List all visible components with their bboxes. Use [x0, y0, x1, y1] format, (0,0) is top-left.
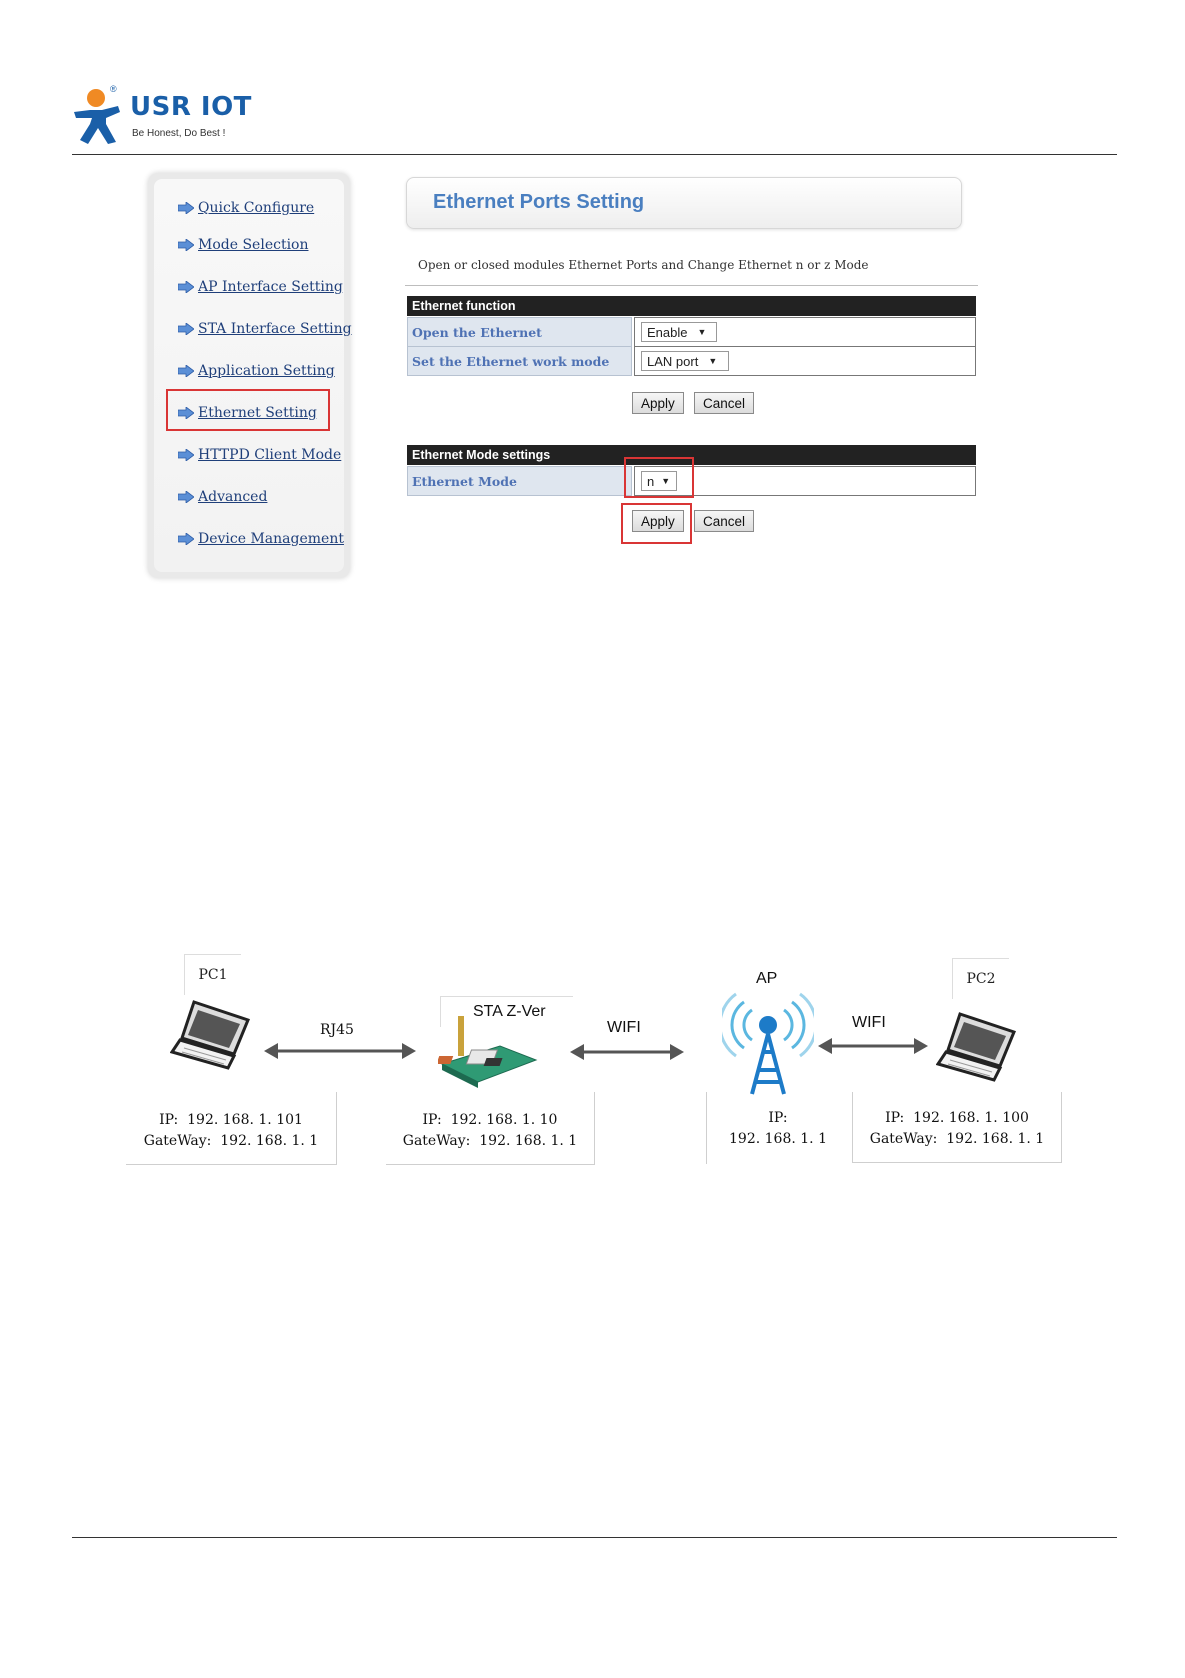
laptop-icon	[170, 998, 254, 1072]
wifi-label-1: WIFI	[607, 1019, 641, 1036]
apply-button-function[interactable]: Apply	[632, 392, 684, 414]
cancel-button-mode[interactable]: Cancel	[694, 510, 754, 532]
sta-ip: IP: 192. 168. 1. 10	[422, 1112, 558, 1128]
brand-tagline: Be Honest, Do Best !	[132, 128, 226, 139]
section-heading: Ethernet Mode settings	[407, 445, 976, 465]
pc1-info-box	[126, 1092, 337, 1165]
chevron-down-icon: ▼	[661, 476, 671, 486]
ap-ip-label: IP:	[768, 1110, 788, 1126]
select-value: LAN port	[647, 353, 699, 369]
ethernet-work-mode-label: Set the Ethernet work mode	[407, 346, 632, 376]
ap-info-box	[706, 1092, 849, 1164]
sta-info-box	[386, 1092, 595, 1165]
cancel-button-function[interactable]: Cancel	[694, 392, 754, 414]
sidebar-item-label: STA Interface Setting	[198, 321, 352, 337]
sidebar-item-label: Advanced	[198, 489, 268, 505]
pc1-ip: IP: 192. 168. 1. 101	[159, 1112, 303, 1128]
access-point-tower-icon	[722, 990, 814, 1096]
pc1-gateway: GateWay: 192. 168. 1. 1	[143, 1133, 319, 1149]
laptop-icon	[936, 1010, 1020, 1084]
select-value: n	[647, 473, 655, 489]
open-ethernet-label: Open the Ethernet	[407, 317, 632, 347]
ethernet-mode-label: Ethernet Mode	[407, 466, 632, 496]
chevron-down-icon: ▼	[697, 327, 707, 337]
select-value: Enable	[647, 324, 688, 340]
sta-label: STA Z-Ver	[473, 1003, 546, 1020]
rj45-label: RJ45	[320, 1022, 354, 1038]
ap-ip: 192. 168. 1. 1	[729, 1131, 827, 1147]
section-heading: Ethernet function	[407, 296, 976, 316]
wifi-label-2: WIFI	[852, 1014, 886, 1031]
pc2-gateway: GateWay: 192. 168. 1. 1	[869, 1131, 1045, 1147]
double-arrow-icon	[568, 1041, 686, 1063]
pc2-label: PC2	[966, 971, 996, 987]
page-description: Open or closed modules Ethernet Ports and Change Ethernet n or z Mode	[418, 258, 869, 272]
double-arrow-icon	[816, 1035, 930, 1057]
sidebar-item-label: HTTPD Client Mode	[198, 447, 342, 463]
double-arrow-icon	[262, 1040, 418, 1062]
chevron-down-icon: ▼	[708, 356, 718, 366]
sidebar-item-label: Mode Selection	[198, 237, 309, 253]
pc2-label-box	[952, 958, 1009, 999]
sidebar-item-label: Quick Configure	[198, 200, 315, 216]
footer-divider	[72, 1537, 1117, 1538]
pc2-ip: IP: 192. 168. 1. 100	[885, 1110, 1029, 1126]
wifi-module-icon	[438, 1010, 538, 1090]
pc2-info-box	[852, 1092, 1062, 1163]
pc1-label-box	[184, 954, 241, 995]
sidebar-item-label: Ethernet Setting	[198, 405, 317, 421]
ap-label: AP	[756, 970, 778, 987]
page-title: Ethernet Ports Setting	[433, 191, 645, 213]
sta-gateway: GateWay: 192. 168. 1. 1	[402, 1133, 578, 1149]
sidebar-item-label: AP Interface Setting	[198, 279, 343, 295]
apply-button-mode[interactable]: Apply	[632, 510, 684, 532]
pc1-label: PC1	[198, 967, 228, 983]
brand-name: USR IOT	[130, 92, 252, 122]
sidebar-item-label: Application Setting	[198, 363, 335, 379]
registered-mark: ®	[110, 84, 117, 94]
sidebar-item-label: Device Management	[198, 531, 344, 547]
